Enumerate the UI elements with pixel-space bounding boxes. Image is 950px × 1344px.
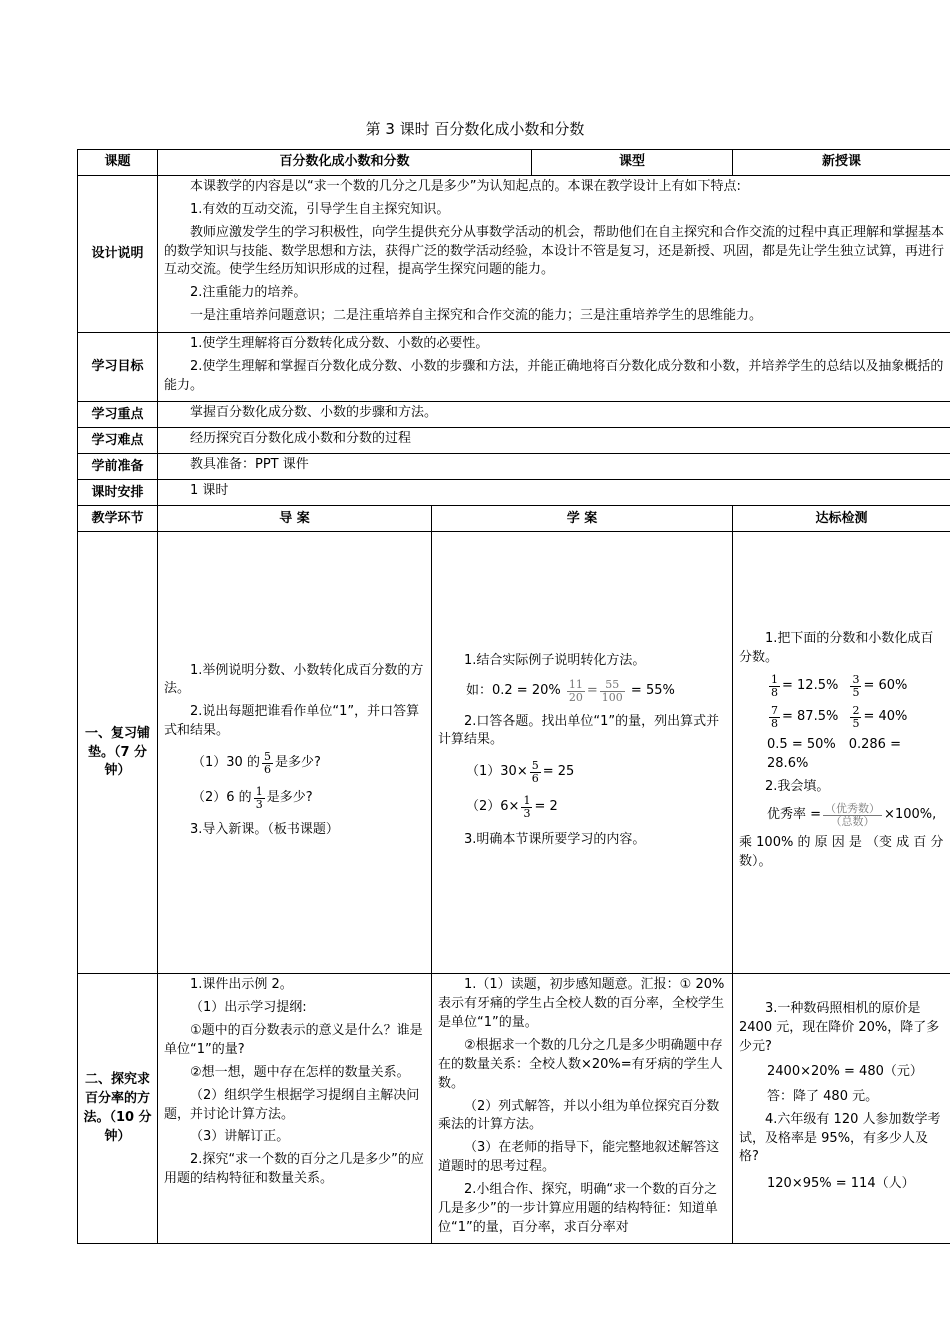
section-2-label: 二、探究求百分率的方法。（10 分钟） bbox=[78, 974, 158, 1244]
design-p5: 一是注重培养问题意识；二是注重培养自主探究和合作交流的能力；三是注重培养学生的思维能力。 bbox=[190, 308, 763, 324]
s1-guide-p3: 3.导入新课。（板书课题） bbox=[190, 822, 339, 838]
s1-guide-p1: 1.举例说明分数、小数转化成百分数的方法。 bbox=[164, 662, 424, 697]
type-label: 课型 bbox=[532, 150, 733, 176]
difficulty-text: 经历探究百分数化成小数和分数的过程 bbox=[158, 428, 950, 454]
goals-row bbox=[78, 332, 950, 402]
prep-label: 学前准备 bbox=[78, 454, 158, 480]
s1-check-p3: 乘 100% 的 原 因 是 （变 成 百 分数）。 bbox=[739, 834, 944, 869]
s2-check-p4: 4.六年级有 120 人参加数学考试，及格率是 95%，有多少人及格? bbox=[739, 1111, 941, 1165]
section-1-study bbox=[432, 532, 733, 974]
s2-study-p3: （2）列式解答，并以小组为单位探究百分数乘法的计算方法。 bbox=[438, 1098, 720, 1133]
s2-study-p1: 1.（1）读题，初步感知题意。汇报：① 20%表示有牙痛的学生占全校人数的百分率，全校学生是单位“1”的量。 bbox=[438, 977, 725, 1031]
schedule-text: 1 课时 bbox=[158, 480, 950, 506]
col-guide: 导 案 bbox=[158, 506, 432, 532]
s2-guide-p7: 2.探究“求一个数的百分之几是多少”的应用题的结构特征和数量关系。 bbox=[164, 1152, 424, 1187]
s2-guide-p4: ②想一想，题中存在怎样的数量关系。 bbox=[190, 1064, 410, 1080]
design-p1: 本课教学的内容是以“求一个数的几分之几是多少”为认知起点的。本课在教学设计上有如下特点: bbox=[190, 179, 741, 194]
s1-check-decimals: 0.5 = 50% 0.286 = 28.6% bbox=[767, 737, 901, 772]
col-check: 达标检测 bbox=[733, 506, 950, 532]
s1-study-example: 如：0.2 = 20% $\frac{11}{20}$ = $\frac{55}{100}$ = 55% bbox=[466, 678, 675, 705]
key-text: 掌握百分数化成分数、小数的步骤和方法。 bbox=[158, 402, 950, 428]
s2-check-p5: 120×95% = 114（人） bbox=[767, 1176, 915, 1192]
s2-check-p2: 2400×20% = 480（元） bbox=[767, 1063, 923, 1079]
design-row bbox=[78, 176, 950, 333]
design-p3: 教师应激发学生的学习积极性，向学生提供充分从事数学活动的机会，帮助他们在自主探究和合作交流的过程中真正理解和掌握基本的数学知识与技能、数学思想和方法，获得广泛的数学活动经验，本设计不管是复习，还是新授、巩固，都是先让学生独立试算，再进行互动交流。使学生经历知识形成的过程，提高学生探究问题的能力。 bbox=[164, 224, 945, 278]
s1-check-p1: 1.把下面的分数和小数化成百分数。 bbox=[739, 631, 934, 666]
s2-check-p3: 答：降了 480 元。 bbox=[767, 1088, 879, 1104]
s1-check-p2: 2.我会填。 bbox=[765, 778, 830, 794]
design-content bbox=[158, 176, 950, 333]
difficulty-label: 学习难点 bbox=[78, 428, 158, 454]
section-2-guide bbox=[158, 974, 432, 1244]
s1-study-a2: （2）6× $\frac{1}{3}$ = 2 bbox=[466, 794, 558, 821]
goals-p1: 1.使学生理解将百分数转化成分数、小数的必要性。 bbox=[190, 335, 489, 351]
s1-check-row1: $\frac{1}{8}$ = 12.5% $\frac{3}{5}$ = 60% bbox=[771, 672, 908, 699]
s2-check-p1: 3.一种数码照相机的原价是 2400 元，现在降价 20%，降了多少元? bbox=[739, 1001, 940, 1055]
s1-guide-p2: 2.说出每题把谁看作单位“1”，并口答算式和结果。 bbox=[164, 704, 420, 739]
s2-study-p4: （3）在老师的指导下，能完整地叙述解答这道题时的思考过程。 bbox=[438, 1140, 720, 1175]
s2-guide-p1: 1.课件出示例 2。 bbox=[190, 977, 293, 993]
section-1-label: 一、复习铺垫。（7 分钟） bbox=[78, 532, 158, 974]
section-2-check bbox=[733, 974, 950, 1244]
topic-value: 百分数化成小数和分数 bbox=[158, 150, 532, 176]
s2-study-p5: 2.小组合作、探究，明确“求一个数的百分之几是多少”的一步计算应用题的结构特征：知道单位“1”的量，百分率，求百分率对 bbox=[438, 1181, 718, 1235]
design-p2: 1.有效的互动交流，引导学生自主探究知识。 bbox=[190, 201, 450, 217]
s1-check-row2: $\frac{7}{8}$ = 87.5% $\frac{2}{5}$ = 40% bbox=[771, 704, 908, 731]
design-label: 设计说明 bbox=[78, 176, 158, 333]
header-row bbox=[78, 150, 950, 176]
s1-guide-q2: （2）6 的 $\frac{1}{3}$ 是多少? bbox=[192, 785, 313, 812]
col-stage: 教学环节 bbox=[78, 506, 158, 532]
s1-study-p1: 1.结合实际例子说明转化方法。 bbox=[464, 653, 646, 669]
s1-study-a1: （1）30× $\frac{5}{6}$ = 25 bbox=[466, 759, 575, 786]
s2-guide-p6: （3）讲解订正。 bbox=[190, 1129, 290, 1145]
section-2-row bbox=[78, 974, 950, 1244]
section-1-check bbox=[733, 532, 950, 974]
s2-guide-p2: （1）出示学习提纲: bbox=[190, 1000, 307, 1016]
topic-label: 课题 bbox=[78, 150, 158, 176]
key-label: 学习重点 bbox=[78, 402, 158, 428]
design-p4: 2.注重能力的培养。 bbox=[190, 285, 307, 301]
section-2-study bbox=[432, 974, 733, 1244]
goals-label: 学习目标 bbox=[78, 332, 158, 402]
s2-guide-p5: （2）组织学生根据学习提纲自主解决问题，并讨论计算方法。 bbox=[164, 1087, 420, 1122]
key-row bbox=[78, 402, 950, 428]
section-1-row bbox=[78, 532, 950, 974]
s1-check-rate: 优秀率 = $\frac{\text{（优秀数）}}{\text{（总数）}}$ ×100%, bbox=[767, 801, 937, 828]
s1-study-p2: 2.口答各题。找出单位“1”的量，列出算式并计算结果。 bbox=[438, 713, 720, 748]
col-study: 学 案 bbox=[432, 506, 733, 532]
difficulty-row bbox=[78, 428, 950, 454]
lesson-plan-table bbox=[77, 149, 950, 1244]
s1-study-p3: 3.明确本节课所要学习的内容。 bbox=[464, 831, 646, 847]
s1-guide-q1: （1）30 的 $\frac{5}{6}$ 是多少? bbox=[192, 750, 321, 777]
prep-row bbox=[78, 454, 950, 480]
section-1-guide bbox=[158, 532, 432, 974]
goals-content bbox=[158, 332, 950, 402]
schedule-row bbox=[78, 480, 950, 506]
page-title: 第 3 课时 百分数化成小数和分数 bbox=[365, 120, 585, 138]
s2-study-p2: ②根据求一个数的几分之几是多少明确题中存在的数量关系：全校人数×20%=有牙病的学生人数。 bbox=[438, 1037, 723, 1091]
type-value: 新授课 bbox=[733, 150, 950, 176]
schedule-label: 课时安排 bbox=[78, 480, 158, 506]
columns-row bbox=[78, 506, 950, 532]
goals-p2: 2.使学生理解和掌握百分数化成分数、小数的步骤和方法，并能正确地将百分数化成分数和小数，并培养学生的总结以及抽象概括的能力。 bbox=[164, 358, 944, 393]
prep-text: 教具准备：PPT 课件 bbox=[158, 454, 950, 480]
s2-guide-p3: ①题中的百分数表示的意义是什么？谁是单位“1”的量? bbox=[164, 1023, 423, 1057]
